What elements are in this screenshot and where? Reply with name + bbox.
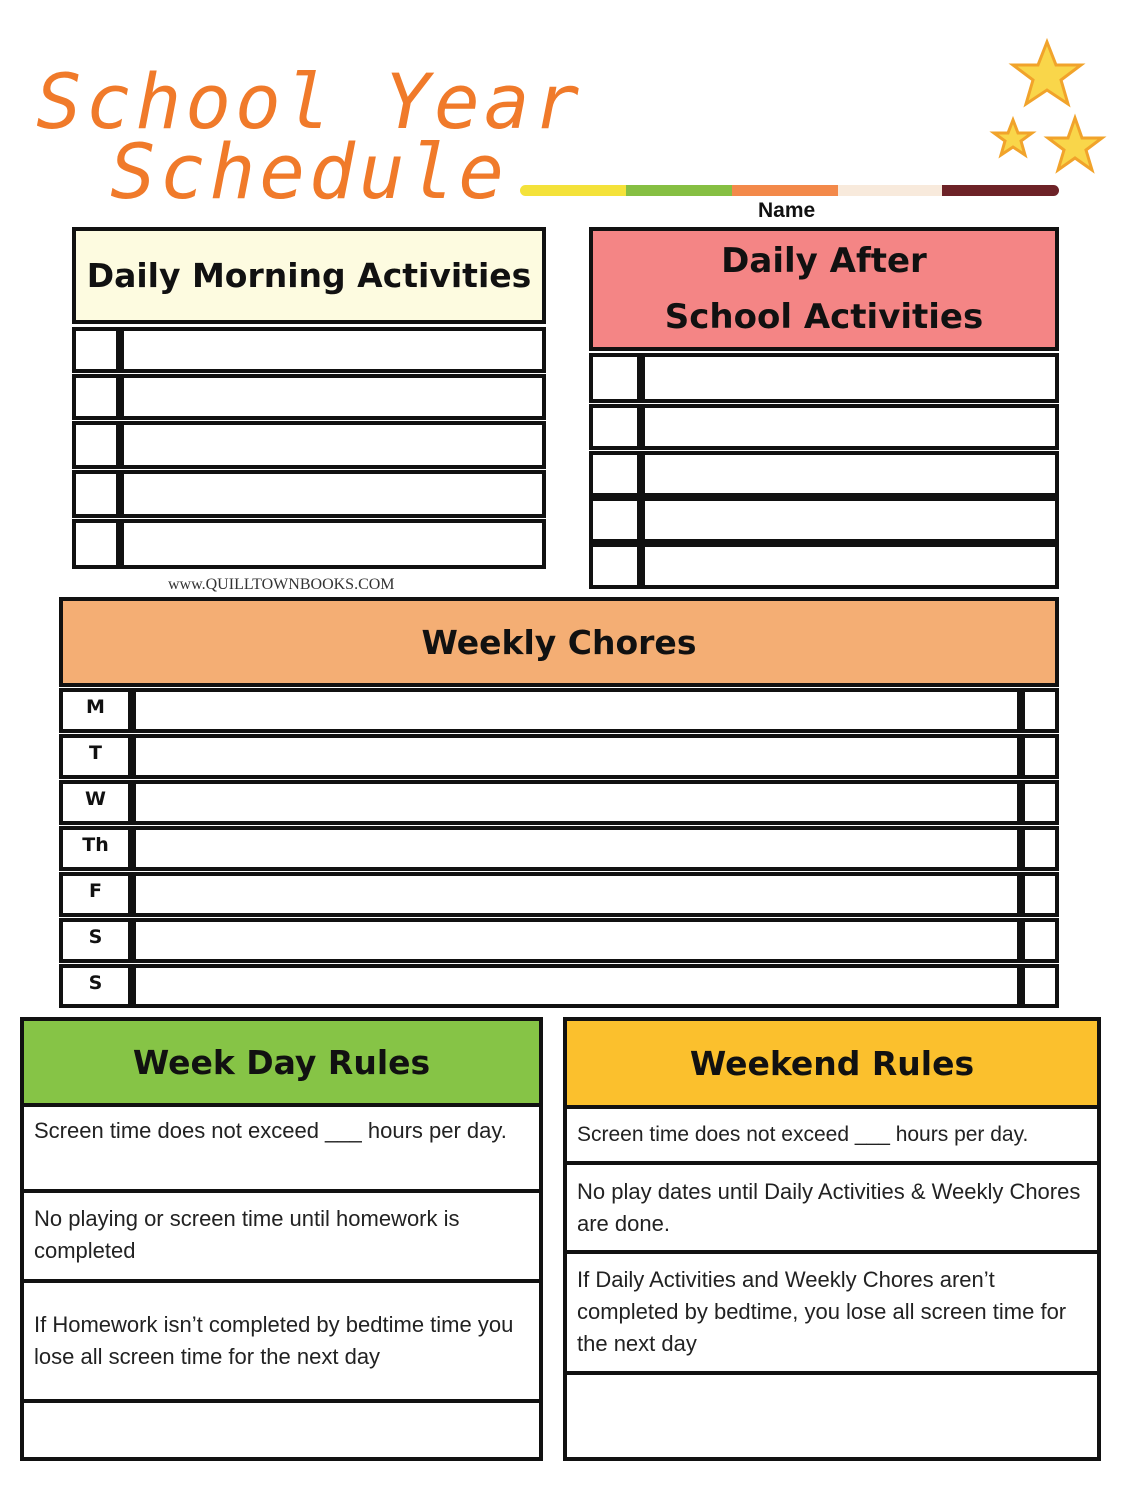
website-text: www.QUILLTOWNBOOKS.COM [168, 576, 395, 593]
chores-entry[interactable] [132, 964, 1021, 1008]
weekend-rules-title: Weekend Rules [689, 1043, 975, 1083]
chores-entry[interactable] [132, 826, 1021, 871]
morning-entry[interactable] [120, 327, 546, 373]
after-school-checkbox[interactable] [589, 353, 641, 403]
weekend-rules-box [563, 1017, 1101, 1461]
name-label: Name [758, 199, 816, 222]
chores-checkbox[interactable] [1021, 734, 1059, 779]
after-school-header [589, 227, 1059, 351]
after-school-checkbox[interactable] [589, 543, 641, 589]
chores-checkbox[interactable] [1021, 688, 1059, 733]
after-school-checkbox[interactable] [589, 404, 641, 450]
chores-day-label: Th [59, 826, 132, 871]
chores-entry[interactable] [132, 734, 1021, 779]
weekday-rule-1 [24, 1103, 539, 1189]
morning-entry[interactable] [120, 470, 546, 518]
weekend-rule-text: If Daily Activities and Weekly Chores aren’t completed by bedtime, you lose all screen time for the next day [577, 1267, 1067, 1356]
chores-entry[interactable] [132, 918, 1021, 963]
morning-checkbox[interactable] [72, 374, 120, 420]
weekend-rule-text: Screen time does not exceed ___ hours per day. [577, 1123, 1029, 1146]
after-school-entry[interactable] [641, 543, 1059, 589]
after-school-entry[interactable] [641, 451, 1059, 497]
chores-entry[interactable] [132, 688, 1021, 733]
morning-checkbox[interactable] [72, 470, 120, 518]
weekday-rule-text: No playing or screen time until homework is completed [34, 1206, 460, 1263]
chores-header [59, 597, 1059, 687]
color-bar-cream [838, 185, 944, 196]
weekend-rules-header [567, 1021, 1097, 1105]
morning-title: Daily Morning Activities [86, 256, 532, 295]
morning-checkbox[interactable] [72, 519, 120, 569]
weekend-rule-text: No play dates until Daily Activities & Weekly Chores are done. [577, 1178, 1081, 1236]
chores-day-label: T [59, 734, 132, 779]
star-decoration [985, 38, 1115, 188]
chores-checkbox[interactable] [1021, 872, 1059, 917]
chores-checkbox[interactable] [1021, 964, 1059, 1008]
chores-checkbox[interactable] [1021, 918, 1059, 963]
weekday-rule-3 [24, 1279, 539, 1399]
after-school-checkbox[interactable] [589, 497, 641, 543]
morning-entry[interactable] [120, 374, 546, 420]
weekend-rule-3 [567, 1250, 1097, 1371]
star-icon [1048, 118, 1102, 170]
morning-entry[interactable] [120, 519, 546, 569]
color-bar-orange [732, 185, 840, 196]
weekend-rule-2 [567, 1161, 1097, 1250]
color-bar-maroon [942, 185, 1059, 196]
chores-checkbox[interactable] [1021, 780, 1059, 825]
weekday-rule-4[interactable] [24, 1399, 539, 1457]
after-school-checkbox[interactable] [589, 451, 641, 497]
morning-entry[interactable] [120, 421, 546, 469]
color-bar-green [626, 185, 734, 196]
star-icon [994, 120, 1032, 155]
after-school-entry[interactable] [641, 404, 1059, 450]
chores-checkbox[interactable] [1021, 826, 1059, 871]
chores-day-label: M [59, 688, 132, 733]
morning-header [72, 227, 546, 324]
weekday-rule-text: Screen time does not exceed ___ hours per day. [34, 1118, 507, 1143]
after-school-title: Daily After School Activities [664, 241, 984, 337]
morning-checkbox[interactable] [72, 421, 120, 469]
after-school-entry[interactable] [641, 497, 1059, 543]
morning-checkbox[interactable] [72, 327, 120, 373]
chores-day-label: S [59, 918, 132, 963]
weekday-rules-title: Week Day Rules [132, 1042, 431, 1082]
chores-day-label: S [59, 964, 132, 1008]
title-line-1: School Year [36, 57, 584, 146]
color-bar-yellow [520, 185, 628, 196]
weekday-rules-header [24, 1021, 539, 1103]
title-line-2: Schedule [110, 127, 509, 216]
star-icon [1013, 42, 1081, 104]
weekday-rules-box [20, 1017, 543, 1461]
weekend-rule-1 [567, 1105, 1097, 1161]
weekday-rule-2 [24, 1189, 539, 1279]
chores-day-label: W [59, 780, 132, 825]
chores-entry[interactable] [132, 872, 1021, 917]
chores-day-label: F [59, 872, 132, 917]
weekday-rule-text: If Homework isn’t completed by bedtime time you lose all screen time for the next day [34, 1312, 514, 1369]
chores-title: Weekly Chores [421, 622, 697, 662]
chores-entry[interactable] [132, 780, 1021, 825]
weekend-rule-4[interactable] [567, 1371, 1097, 1457]
after-school-entry[interactable] [641, 353, 1059, 403]
